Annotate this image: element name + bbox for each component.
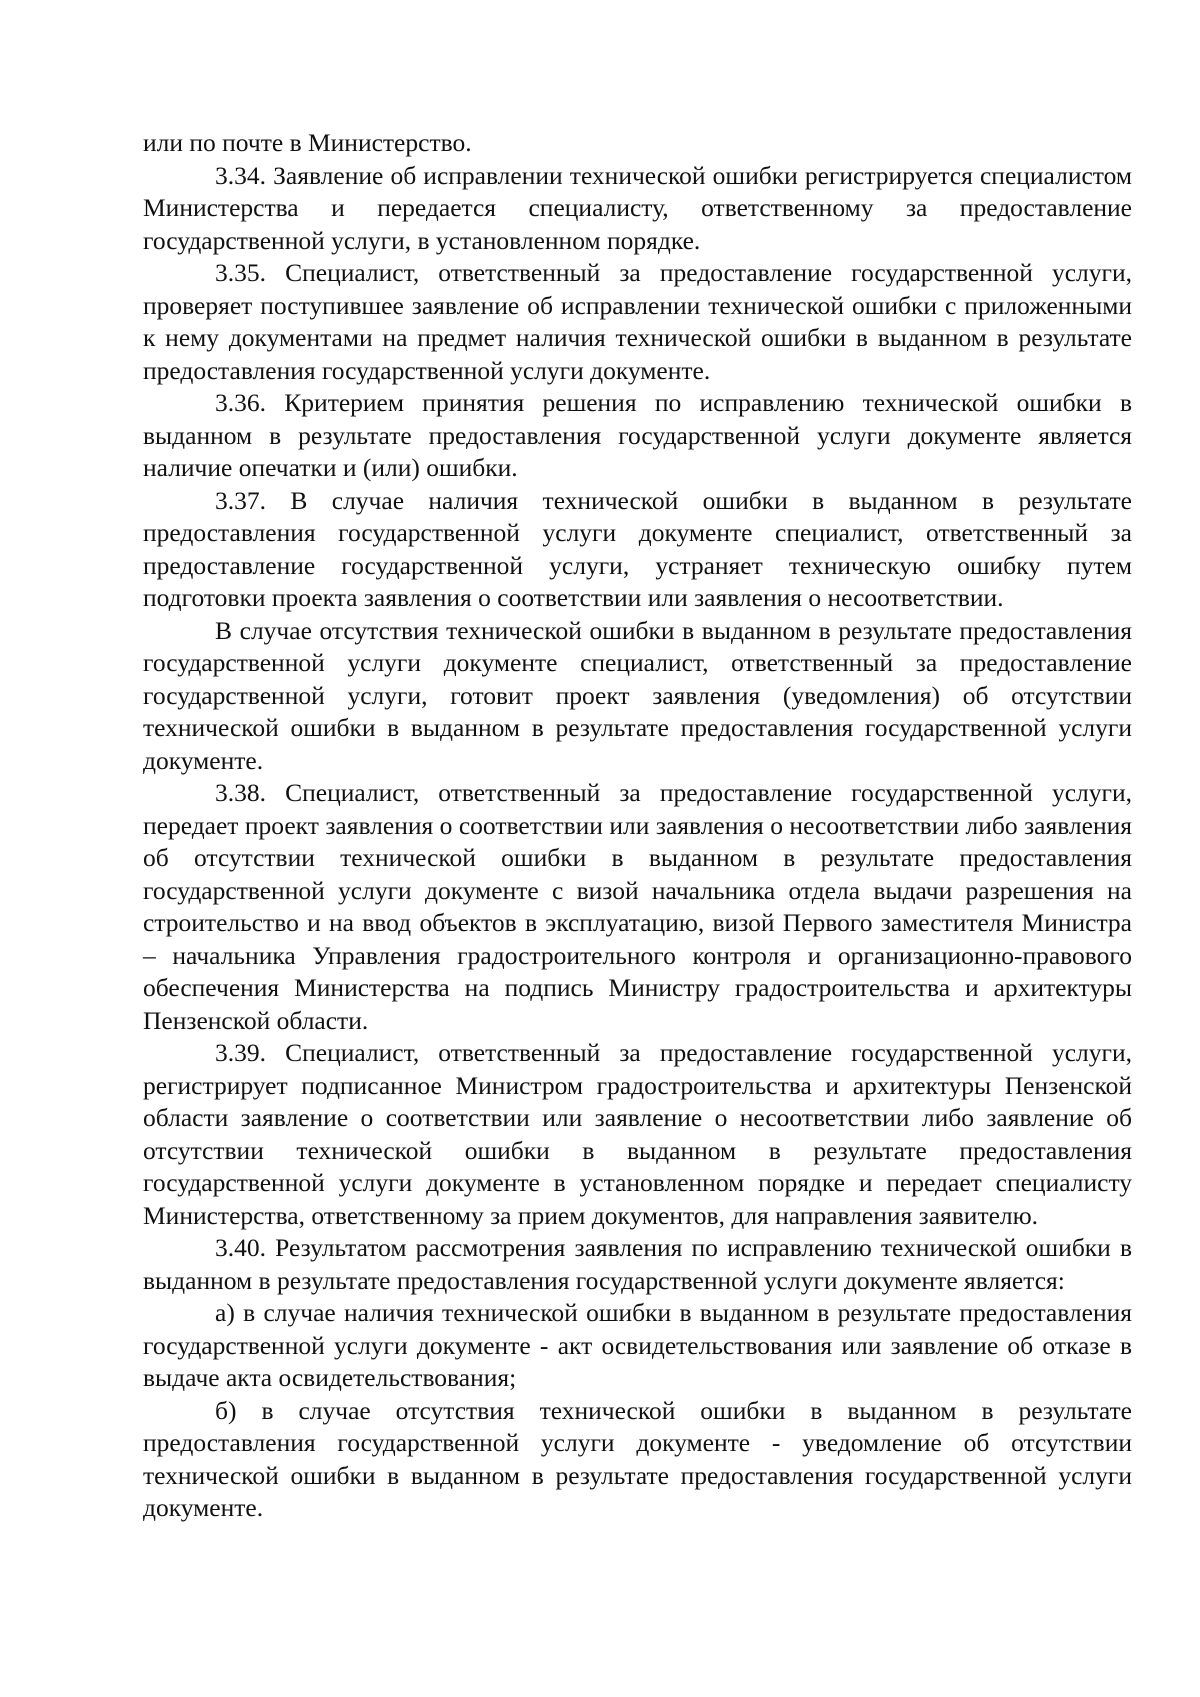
paragraph-3-37: 3.37. В случае наличия технической ошибки в выданном в результате предоставления государственной услуги документе специалист, ответственный за предоставление государственной услуги, устраняет техническую ошибку путем подготовки проекта заявления о соответствии или заявления о несоответствии. — [143, 485, 1132, 612]
paragraph-3-40-b: б) в случае отсутствия технической ошибки в выданном в результате предоставления государственной услуги документе - уведомление об отсутствии технической ошибки в выданном в результате предоставления государственной услуги документе. — [143, 1395, 1132, 1522]
paragraph-3-40-a: а) в случае наличия технической ошибки в выданном в результате предоставления государственной услуги документе - акт освидетельствования или заявление об отказе в выдаче акта освидетельствования; — [143, 1298, 1132, 1392]
paragraph-3-35: 3.35. Специалист, ответственный за предоставление государственной услуги, проверяет поступившее заявление об исправлении технической ошибки с приложенными к нему документами на предмет наличия технической ошибки в выданном в результате предоставления государственной услуги документе. — [143, 258, 1132, 385]
paragraph-3-37-absence: В случае отсутствия технической ошибки в выданном в результате предоставления государственной услуги документе специалист, ответственный за предоставление государственной услуги, готовит проект заявления (уведомления) об отсутствии технической ошибки в выданном в результате предоставления государственной услуги документе. — [143, 615, 1132, 775]
paragraph-3-40: 3.40. Результатом рассмотрения заявления по исправлению технической ошибки в выданном в результате предоставления государственной услуги документе является: — [143, 1233, 1132, 1295]
paragraph-3-39: 3.39. Специалист, ответственный за предоставление государственной услуги, регистрирует подписанное Министром градостроительства и архитектуры Пензенской области заявление о соответствии или заявление о несоответствии либо заявление об отсутствии технической ошибки в выданном в результате предоставления государственной услуги документе в установленном порядке и передает специалисту Министерства, ответственному за прием документов, для направления заявителю. — [143, 1038, 1132, 1230]
document-body — [143, 127, 1132, 1525]
paragraph-3-36: 3.36. Критерием принятия решения по исправлению технической ошибки в выданном в результате предоставления государственной услуги документе является наличие опечатки и (или) ошибки. — [143, 388, 1132, 482]
paragraph-3-34: 3.34. Заявление об исправлении технической ошибки регистрируется специалистом Министерства и передается специалисту, ответственному за предоставление государственной услуги, в установленном порядке. — [143, 160, 1132, 255]
paragraph-3-38: 3.38. Специалист, ответственный за предоставление государственной услуги, передает проект заявления о соответствии или заявления о несоответствии либо заявления об отсутствии технической ошибки в выданном в результате предоставления государственной услуги документе с визой начальника отдела выдачи разрешения на строительство и на ввод объектов в эксплуатацию, визой Первого заместителя Министра – начальника Управления градостроительного контроля и организационно-правового обеспечения Министерства на подпись Министру градостроительства и архитектуры Пензенской области. — [143, 778, 1132, 1035]
paragraph-continuation: или по почте в Министерство. — [143, 128, 472, 157]
